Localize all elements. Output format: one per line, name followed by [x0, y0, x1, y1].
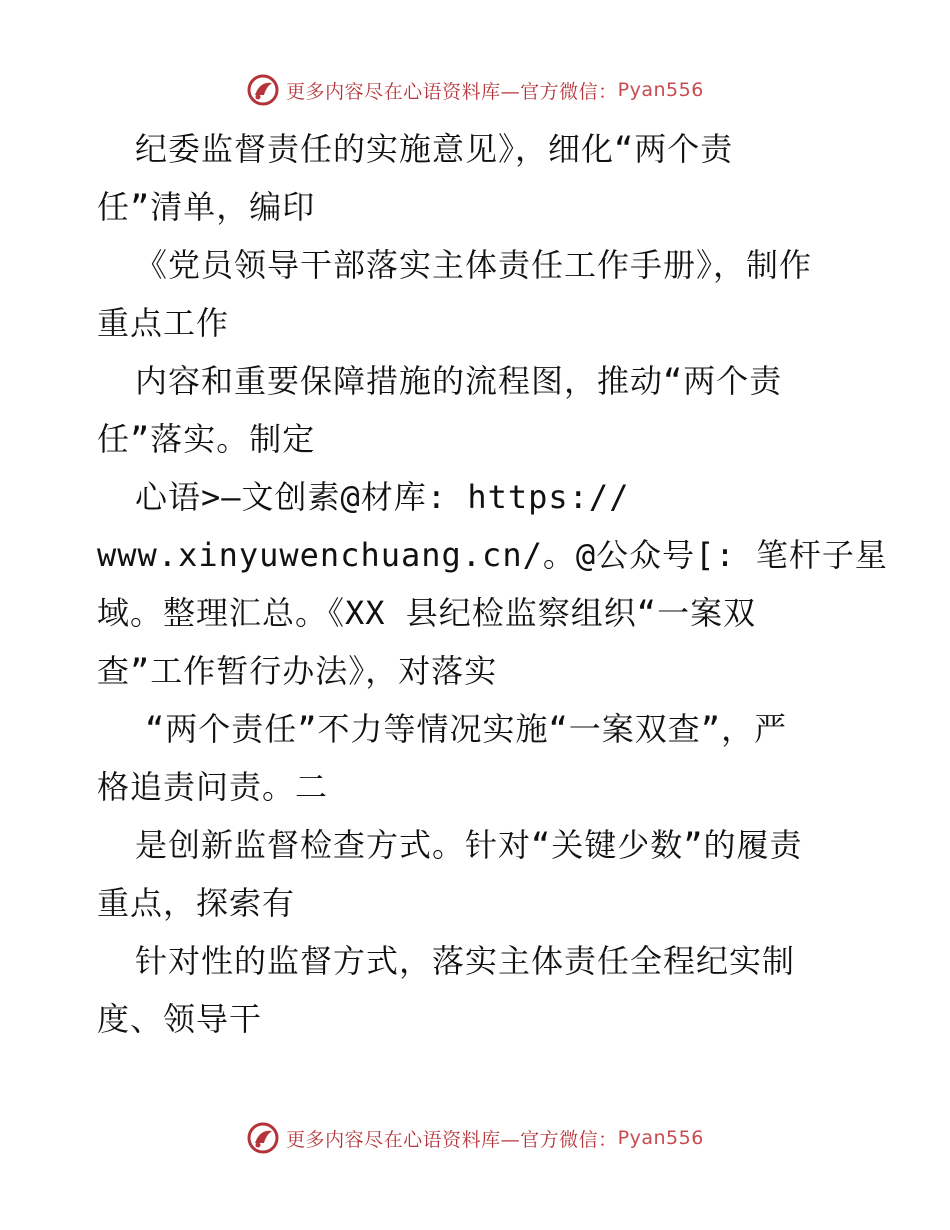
footer-banner-wechat: Pyan556 — [617, 1127, 704, 1149]
header-banner-text: 更多内容尽在心语资料库—官方微信： — [286, 80, 618, 103]
body-line: www.xinyuwenchuang.cn/。@公众号[: 笔杆子星 — [97, 536, 888, 574]
body-line: 重点工作 — [97, 304, 230, 342]
footer-banner-text: 更多内容尽在心语资料库—官方微信： — [286, 1128, 618, 1151]
body-line: 《党员领导干部落实主体责任工作手册》，制作 — [135, 246, 813, 284]
xinyu-logo-icon — [246, 73, 280, 107]
footer-banner — [0, 1118, 950, 1158]
body-line: 纪委监督责任的实施意见》，细化“两个责 — [135, 130, 734, 168]
xinyu-logo-icon — [246, 1121, 280, 1155]
body-line: 任”落实。制定 — [97, 420, 316, 458]
document-body — [97, 120, 888, 1048]
body-line: 格追责问责。二 — [97, 768, 329, 806]
body-line: 任”清单，编印 — [97, 188, 316, 226]
body-line: 心语>—文创素@材库: https:// — [135, 478, 630, 516]
body-line: 查”工作暂行办法》，对落实 — [97, 652, 498, 690]
body-line: “两个责任”不力等情况实施“一案双查”，严 — [145, 710, 788, 748]
header-banner-wechat: Pyan556 — [617, 79, 704, 101]
body-line: 域。整理汇总。《XX 县纪检监察组织“一案双 — [97, 594, 757, 632]
body-line: 度、领导干 — [97, 1000, 263, 1038]
header-banner — [0, 70, 950, 110]
body-line: 内容和重要保障措施的流程图，推动“两个责 — [135, 362, 783, 400]
body-line: 重点，探索有 — [97, 884, 296, 922]
body-line: 是创新监督检查方式。针对“关键少数”的履责 — [135, 826, 803, 864]
body-line: 针对性的监督方式，落实主体责任全程纪实制 — [135, 942, 796, 980]
